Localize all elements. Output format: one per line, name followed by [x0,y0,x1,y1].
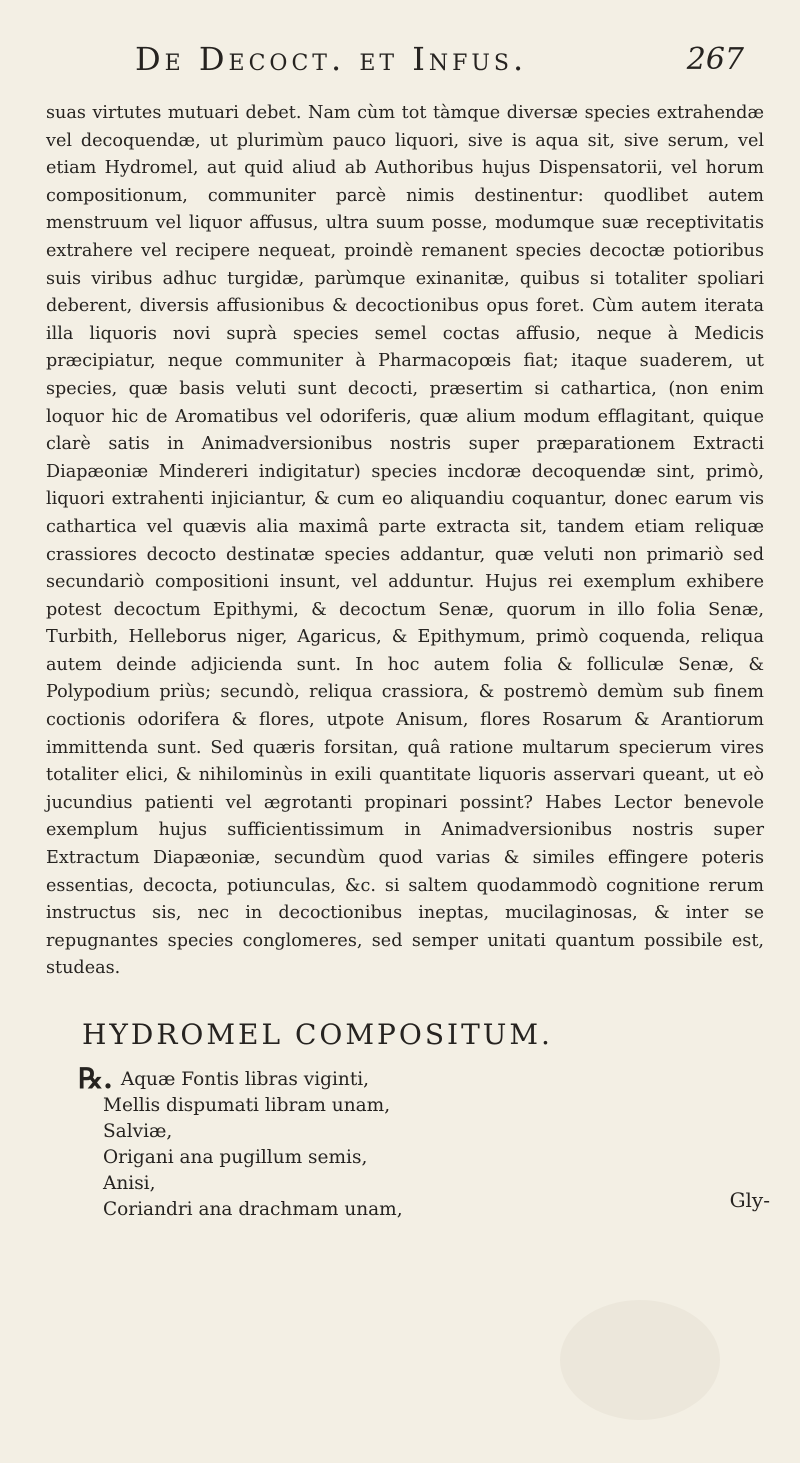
ingredient: Mellis dispumati libram unam, [103,1095,391,1116]
page-number: 267 [686,42,744,77]
ingredient: Salviæ, [103,1121,173,1142]
running-head: De Decoct. et Infus. [135,40,528,78]
catchword: Gly- [729,1188,770,1212]
section-title: HYDROMEL COMPOSITUM. [82,1018,553,1051]
page-header [40,40,760,84]
body-text [46,100,764,983]
ingredient: Origani ana pugillum semis, [103,1147,368,1168]
ingredient: Aquæ Fontis libras viginti, [120,1069,370,1090]
ingredient: Anisi, [103,1173,156,1194]
recipe [78,1062,638,1223]
recipe-first-line [78,1062,638,1095]
paper-stain [560,1300,720,1420]
body-paragraph: suas virtutes mutuari debet. Nam cùm tot tàmque diversæ species extrahendæ vel decoquendæ, ut plurimùm pauco liquori, sive is aqua sit, sive serum, vel etiam Hydromel, aut quid aliud ab Authoribus hujus Dispensatorii, vel horum compositionum, communiter parcè nimis destinentur: quodlibet autem menstruum vel liquor affusus, ultra suum posse, modumque suæ receptivitatis extrahere vel recipere nequeat, proindè remanent species decoctæ potioribus suis viribus adhuc turgidæ, parùmque exinanitæ, quibus si totaliter spoliari deberent, diversis affusionibus & decoctionibus opus foret. Cùm autem iterata illa liquoris novi suprà species semel coctas affusio, neque à Medicis præcipiatur, neque communiter à Pharmacopœis fiat; itaque suaderem, ut species, quæ basis veluti sunt decocti, præsertim si cathartica, (non enim loquor hic de Aromatibus vel odoriferis, quæ alium modum efflagitant, quique clarè satis in Animadversionibus nostris super præparationem Extracti Diapæoniæ Mindereri indigitatur) species incdoræ decoquendæ sint, primò, liquori extrahenti injiciantur, & cum eo aliquandiu coquantur, donec earum vis cathartica vel quævis alia maximâ parte extracta sit, tandem etiam reliquæ crassiores decocto destinatæ species addantur, quæ veluti non primariò sed secundariò compositioni insunt, vel adduntur. Hujus rei exemplum exhibere potest decoctum Epithymi, & decoctum Senæ, quorum in illo folia Senæ, Turbith, Helleborus niger, Agaricus, & Epithymum, primò coquenda, reliqua autem deinde adjicienda sunt. In hoc autem folia & folliculæ Senæ, & Polypodium priùs; secundò, reliqua crassiora, & postremò demùm sub finem coctionis odorifera & flores, utpote Anisum, flores Rosarum & Arantiorum immittenda sunt. Sed quæris forsitan, quâ ratione multarum specierum vires totaliter elici, & nihilominùs in exili quantitate liquoris asservari queant, ut eò jucundius patienti vel ægrotanti propinari possint? Habes Lector benevole exemplum hujus sufficientissimum in Animadversionibus nostris super Extractum Diapæoniæ, secundùm quod varias & similes effingere poteris essentias, decocta, potiunculas, &c. si saltem quodammodò cognitione rerum instructus sis, nec in decoctionibus ineptas, mucilaginosas, & inter se repugnantes species conglomeres, sed semper unitati quantum possibile est, studeas. [46,103,764,979]
recipe-symbol: ℞. [78,1062,113,1095]
ingredient: Coriandri ana drachmam unam, [103,1199,403,1220]
